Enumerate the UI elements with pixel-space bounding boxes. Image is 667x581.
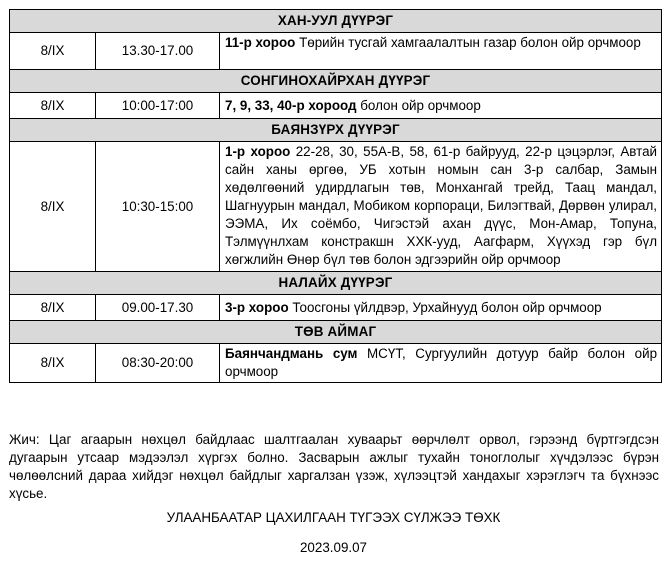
time-cell: 10:30-15:00 <box>96 142 220 272</box>
area-name: 1-р хороо <box>225 144 291 159</box>
schedule-row <box>10 295 662 321</box>
area-details: болон ойр орчмоор <box>356 97 481 113</box>
area-cell <box>220 295 662 321</box>
area-name: 11-р хороо <box>225 35 296 50</box>
area-cell <box>220 93 662 119</box>
date-cell: 8/IX <box>10 93 96 119</box>
note-paragraph: Жич: Цаг агаарын нөхцөл байдлаас шалтгаалан хуваарьт өөрчлөлт орвол, гэрээнд бүртгэгдсэн дугаарын утсаар мэдээлэл хүргэх болно. Засварын ажлыг тухайн тоноглолыг хүчдэлээс бүрэн чөлөөлсний дараа хийдэг нөхцөл байдлыг харгалзан үзэж, хүлээцтэй хандахыг хэрэглэгч та бүхнээс хүсье. <box>9 432 659 501</box>
schedule-row <box>10 33 662 70</box>
schedule-row <box>10 142 662 272</box>
district-header-row <box>10 10 662 33</box>
organization-name: УЛААНБААТАР ЦАХИЛГААН ТҮГЭЭХ СҮЛЖЭЭ ТӨХК <box>166 510 501 525</box>
district-header-row <box>10 321 662 344</box>
district-header-row <box>10 272 662 295</box>
district-header-row <box>10 70 662 93</box>
schedule-row <box>10 344 662 383</box>
area-details: Тоосгоны үйлдвэр, Урхайнууд болон ойр орчмоор <box>288 299 602 315</box>
area-details: МСҮТ, Сургуулийн дотуур байр болон ойр орчмоор <box>225 346 658 379</box>
time-cell: 09.00-17.30 <box>96 295 220 321</box>
district-name: БАЯНЗҮРХ ДҮҮРЭГ <box>10 119 662 142</box>
date-cell: 8/IX <box>10 33 96 70</box>
date-cell: 8/IX <box>10 295 96 321</box>
area-name: 3-р хороо <box>225 299 289 315</box>
area-details: Төрийн тусгай хамгаалалтын газар болон ойр орчмоор <box>295 35 641 50</box>
district-header-row <box>10 119 662 142</box>
time-cell: 10:00-17:00 <box>96 93 220 119</box>
outage-schedule-table <box>9 9 662 383</box>
area-name: Баянчандмань сум <box>225 346 358 361</box>
district-name: СОНГИНОХАЙРХАН ДҮҮРЭГ <box>10 70 662 93</box>
date-cell: 8/IX <box>10 142 96 272</box>
area-cell <box>220 142 662 272</box>
schedule-row <box>10 93 662 119</box>
area-cell <box>220 33 662 70</box>
area-cell <box>220 344 662 383</box>
issue-date: 2023.09.07 <box>299 540 368 555</box>
date-cell: 8/IX <box>10 344 96 383</box>
time-cell: 08:30-20:00 <box>96 344 220 383</box>
district-name: ХАН-УУЛ ДҮҮРЭГ <box>10 10 662 33</box>
district-name: ТӨВ АЙМАГ <box>10 321 662 344</box>
area-details: 22-28, 30, 55А-В, 58, 61-р байрууд, 22-р цэцэрлэг, Автай сайн ханы өргөө, УБ хотын номын сан 3-р салбар, Замын хөдөлгөөний удирдлагын төв, Монхангай трейд, Таац мандал, Шагнуурын мандал, Мобиком корпораци, Билэгтвай, Дөрвөн улирал, ЭЭМА, Их соёмбо, Чигэстэй ахан дүүс, Мон-Амар, Топуна, Тэлмүүнлхам констракшн ХХК-ууд, Аагфарм, Хүүхэд гэр бүл хөгжлийн Өнөр бүл төв болон эдгээрийн ойр орчмоор <box>225 144 658 267</box>
area-name: 7, 9, 33, 40-р хороод <box>225 97 357 113</box>
district-name: НАЛАЙХ ДҮҮРЭГ <box>10 272 662 295</box>
time-cell: 13.30-17.00 <box>96 33 220 70</box>
